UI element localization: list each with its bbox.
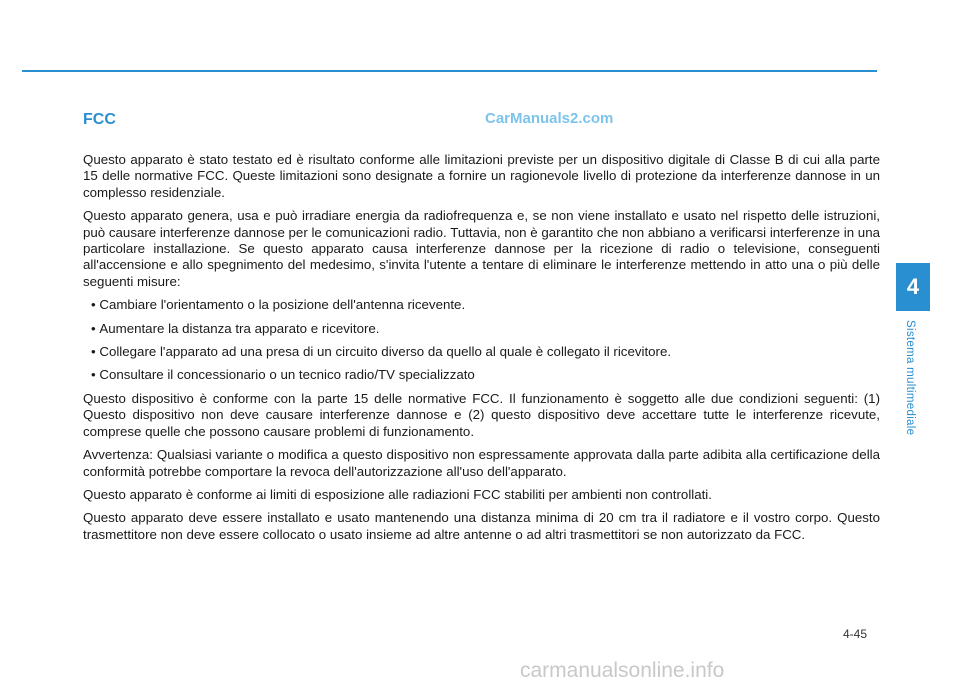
watermark-carmanualsonline: carmanualsonline.info [520,659,725,682]
paragraph-exposure: Questo apparato è conforme ai limiti di esposizione alle radiazioni FCC stabiliti per ambienti non controllati. [83,486,712,502]
paragraph-distance: Questo apparato deve essere installato e usato mantenendo una distanza minima di 20 cm tra il radiatore e il vostro corpo. Questo trasmettitore non deve essere collocato o usato insieme ad altre antenne o ad altri trasmettitori se non autorizzato da FCC. [83,510,880,542]
paragraph-class-b: Questo apparato è stato testato ed è risultato conforme alle limitazioni previste per un dispositivo digitale di Classe B di cui alla parte 15 delle normative FCC. Queste limitazioni sono designate a fornire un ragionevole livello di protezione da interferenze dannose in un complesso residenziale. [83,152,880,200]
section-title: FCC [83,111,116,128]
watermark-carmanuals: CarManuals2.com [485,110,614,127]
chapter-number: 4 [906,274,920,299]
list-item: • Aumentare la distanza tra apparato e ricevitore. [91,321,880,337]
paragraph-warning: Avvertenza: Qualsiasi variante o modifica a questo dispositivo non espressamente approvata dalla parte adibita alla certificazione della conformità potrebbe comportare la revoca dell'autorizzazione all'uso dell'apparato. [83,447,880,479]
header-divider [22,70,877,72]
paragraph-interference: Questo apparato genera, usa e può irradiare energia da radiofrequenza e, se non viene installato e usato nel rispetto delle istruzioni, può causare interferenze dannose per le comunicazioni radio. Tuttavia, non è garantito che non abbiano a verificarsi interferenze in una particolare installazione. Se questo apparato causa interferenze dannose per la ricezione di radio o televisione, conseguenti all'accensione e allo spegnimento del medesimo, s'invita l'utente a tentare di eliminare le interferenze mettendo in atto una o più delle seguenti misure: [83,208,880,289]
list-item: • Consultare il concessionario o un tecnico radio/TV specializzato [91,367,880,383]
list-item: • Cambiare l'orientamento o la posizione dell'antenna ricevente. [91,297,880,313]
chapter-tab [896,263,930,311]
chapter-name: Sistema multimediale [904,320,916,436]
document-body [83,152,880,550]
list-item: • Collegare l'apparato ad una presa di un circuito diverso da quello al quale è collegato il ricevitore. [91,344,880,360]
measures-list [83,297,880,384]
page-number: 4-45 [843,627,868,641]
paragraph-conditions: Questo dispositivo è conforme con la parte 15 delle normative FCC. Il funzionamento è soggetto alle due condizioni seguenti: (1) Questo dispositivo non deve causare interferenze dannose e (2) questo dispositivo deve accettare tutte le interferenze ricevute, comprese quelle che possono causare problemi di funzionamento. [83,390,880,439]
